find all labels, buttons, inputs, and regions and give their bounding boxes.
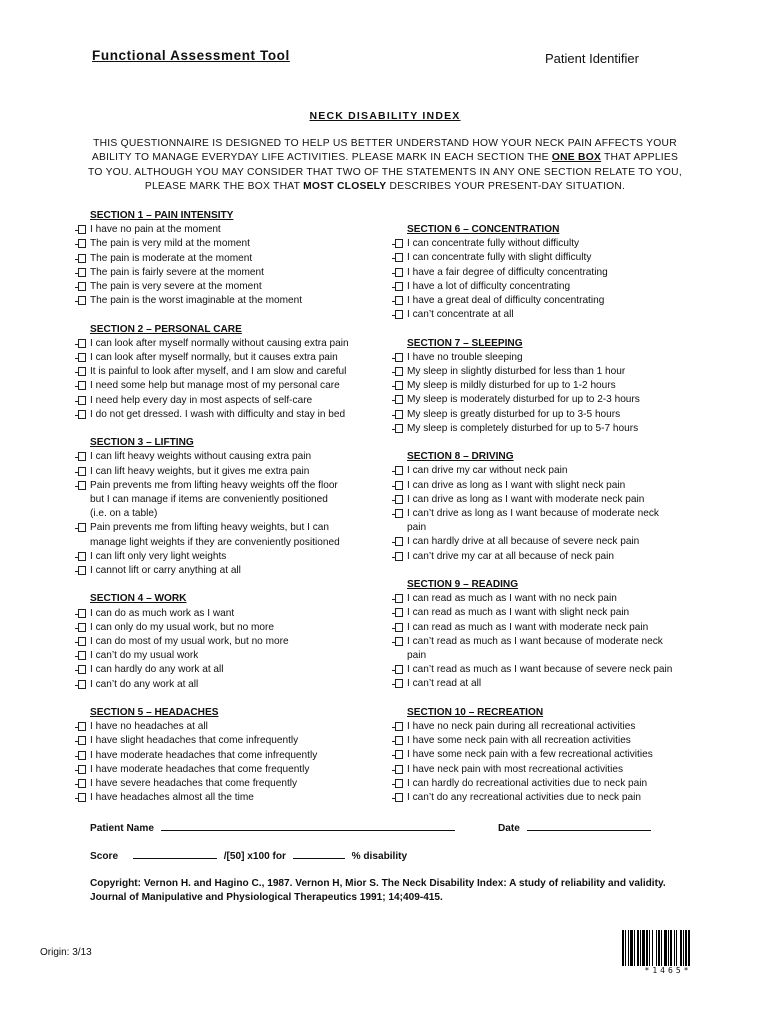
checkbox-icon[interactable] [395, 282, 403, 291]
checkbox-icon[interactable] [78, 452, 86, 461]
option-label: I have severe headaches that come frequently [90, 778, 298, 790]
section-lifting [73, 436, 383, 578]
checkbox-icon[interactable] [78, 736, 86, 745]
option-item[interactable] [390, 535, 690, 549]
checkbox-icon[interactable] [395, 552, 403, 561]
option-item[interactable] [390, 464, 690, 478]
instructions-line: THIS QUESTIONNAIRE IS DESIGNED TO HELP US BETTER UNDERSTAND HOW YOUR NECK PAIN AFFECTS YOUR [93, 138, 677, 149]
option-label: I can lift heavy weights, but it gives me extra pain [90, 465, 310, 477]
option-item[interactable] [390, 351, 690, 365]
option-item[interactable] [390, 663, 690, 677]
checkbox-icon[interactable] [395, 722, 403, 731]
option-label: I can’t read as much as I want because of severe neck pain [407, 664, 673, 676]
option-item[interactable] [73, 777, 383, 791]
barcode-bar [622, 930, 624, 966]
copyright-line: Journal of Manipulative and Physiological Therapeutics 1991; 14;409-415. [90, 892, 443, 904]
option-item[interactable] [73, 280, 383, 294]
checkbox-icon[interactable] [78, 779, 86, 788]
barcode-bar [646, 930, 648, 966]
section-pain-intensity [73, 209, 383, 308]
checkbox-icon[interactable] [395, 239, 403, 248]
instructions-line: ABILITY TO MANAGE EVERYDAY LIFE ACTIVITIES. PLEASE MARK IN EACH SECTION THE ONE BOX THAT APPLIES [91, 152, 679, 164]
option-label: I can’t read at all [407, 678, 482, 690]
patient-name-row [90, 820, 455, 834]
option-label: I can only do my usual work, but no more [90, 621, 275, 633]
checkbox-icon[interactable] [395, 537, 403, 546]
option-item[interactable] [390, 379, 690, 393]
option-item[interactable] [390, 507, 690, 535]
option-item[interactable] [73, 720, 383, 734]
option-label: Pain prevents me from lifting heavy weights off the floor [90, 479, 338, 491]
option-label: My sleep in slightly disturbed for less than 1 hour [407, 366, 626, 378]
option-label: I can look after myself normally without causing extra pain [90, 337, 349, 349]
barcode-bar [674, 930, 675, 966]
option-item[interactable] [390, 677, 690, 691]
barcode-bar [670, 930, 672, 966]
option-label: I can hardly drive at all because of severe neck pain [407, 536, 640, 548]
barcode-bar [685, 930, 687, 966]
section-personal-care [73, 323, 383, 422]
checkbox-icon[interactable] [78, 793, 86, 802]
score-denominator: /[50] x100 for [223, 851, 286, 862]
barcode-icon [622, 930, 714, 966]
option-item[interactable] [73, 734, 383, 748]
checkbox-icon[interactable] [78, 765, 86, 774]
option-label: I can read as much as I want with moderate neck pain [407, 621, 649, 633]
option-item[interactable] [390, 550, 690, 564]
option-label: My sleep is greatly disturbed for up to 3-5 hours [407, 408, 621, 420]
option-label: (i.e. on a table) [90, 508, 158, 520]
section-recreation [390, 706, 690, 805]
option-item[interactable] [73, 237, 383, 251]
option-label: I have no pain at the moment [90, 224, 221, 236]
barcode-bar [652, 930, 653, 966]
section-title: SECTION 1 – PAIN INTENSITY [90, 210, 234, 221]
option-item[interactable] [390, 237, 690, 251]
option-label: I need some help but manage most of my personal care [90, 380, 340, 392]
barcode-bar [668, 930, 669, 966]
checkbox-icon[interactable] [395, 637, 403, 646]
barcode-bar [628, 930, 629, 966]
instructions [70, 137, 700, 194]
option-label: I have moderate headaches that come frequently [90, 763, 310, 775]
checkbox-icon[interactable] [78, 680, 86, 689]
option-label: It is painful to look after myself, and I am slow and careful [90, 366, 347, 378]
checkbox-icon[interactable] [395, 353, 403, 362]
checkbox-icon[interactable] [395, 779, 403, 788]
option-label: I can read as much as I want with slight neck pain [407, 607, 630, 619]
checkbox-icon[interactable] [395, 623, 403, 632]
section-title: SECTION 2 – PERSONAL CARE [90, 323, 242, 335]
form-title: Functional Assessment Tool [92, 48, 290, 63]
checkbox-icon[interactable] [395, 793, 403, 802]
barcode-bar [688, 930, 690, 966]
option-label: My sleep is moderately disturbed for up to 2-3 hours [407, 394, 640, 406]
option-item[interactable] [73, 607, 383, 621]
option-item[interactable] [390, 308, 690, 322]
checkbox-icon[interactable] [78, 410, 86, 419]
option-item[interactable] [390, 408, 690, 422]
option-item[interactable] [390, 592, 690, 606]
right-column [390, 223, 690, 819]
barcode-bar [664, 930, 667, 966]
option-label: My sleep is completely disturbed for up to 5-7 hours [407, 422, 639, 434]
option-label: I can look after myself normally, but it causes extra pain [90, 352, 338, 364]
option-item[interactable] [73, 564, 383, 578]
option-label: I can drive my car without neck pain [407, 465, 568, 477]
barcode-bar [680, 930, 682, 966]
checkbox-icon[interactable] [78, 651, 86, 660]
option-item[interactable] [390, 294, 690, 308]
index-title: NECK DISABILITY INDEX [309, 110, 461, 122]
option-label: I have no trouble sleeping [407, 351, 523, 363]
checkbox-icon[interactable] [78, 353, 86, 362]
section-reading [390, 578, 690, 692]
barcode-bar [683, 930, 684, 966]
checkbox-icon[interactable] [78, 722, 86, 731]
checkbox-icon[interactable] [78, 623, 86, 632]
disability-percent-field[interactable] [293, 848, 345, 859]
checkbox-icon[interactable] [395, 296, 403, 305]
option-label: I can’t do any recreational activities due to neck pain [407, 792, 641, 804]
checkbox-icon[interactable] [78, 239, 86, 248]
option-label: I have a fair degree of difficulty concentrating [407, 266, 608, 278]
option-label: I can do most of my usual work, but no more [90, 636, 289, 648]
option-item[interactable] [390, 720, 690, 734]
option-label: I have slight headaches that come infrequently [90, 735, 299, 747]
option-label: I can read as much as I want with no neck pain [407, 593, 617, 605]
option-label: I can drive as long as I want with moderate neck pain [407, 493, 645, 505]
option-item[interactable] [390, 777, 690, 791]
option-label: I can do as much work as I want [90, 607, 235, 619]
option-label: I have headaches almost all the time [90, 792, 254, 804]
option-label: Pain prevents me from lifting heavy weights, but I can [90, 522, 330, 534]
section-concentration [390, 223, 690, 322]
score-label: Score [90, 851, 119, 862]
option-item[interactable] [73, 266, 383, 280]
option-label: I have moderate headaches that come infrequently [90, 749, 318, 761]
checkbox-icon[interactable] [395, 736, 403, 745]
instructions-line: PLEASE MARK THE BOX THAT MOST CLOSELY DESCRIBES YOUR PRESENT-DAY SITUATION. [144, 180, 626, 192]
option-label: but I can manage if items are conveniently positioned [90, 494, 328, 506]
patient-identifier-label: Patient Identifier [545, 51, 639, 66]
checkbox-icon[interactable] [78, 339, 86, 348]
option-label: pain [407, 650, 427, 662]
barcode-number: *1465* [644, 966, 692, 975]
option-item[interactable] [390, 251, 690, 265]
disability-label: % disability [351, 851, 408, 862]
date-field[interactable] [527, 820, 651, 831]
option-item[interactable] [73, 408, 383, 422]
section-title: SECTION 7 – SLEEPING [407, 337, 523, 349]
section-title: SECTION 9 – READING [407, 579, 519, 591]
option-label: pain [407, 522, 427, 534]
option-label: I can hardly do any work at all [90, 664, 224, 676]
option-item[interactable] [390, 791, 690, 805]
barcode-bar [658, 930, 660, 966]
option-label: I can’t drive my car at all because of neck pain [407, 550, 615, 562]
option-label: I can’t do any work at all [90, 678, 199, 690]
checkbox-icon[interactable] [395, 424, 403, 433]
checkbox-icon[interactable] [395, 481, 403, 490]
option-item[interactable] [390, 493, 690, 507]
checkbox-icon[interactable] [78, 751, 86, 760]
instructions-line: TO YOU. ALTHOUGH YOU MAY CONSIDER THAT TWO OF THE STATEMENTS IN ANY ONE SECTION RELATE TO YOU, [88, 166, 682, 178]
checkbox-icon[interactable] [78, 268, 86, 277]
patient-name-label: Patient Name [90, 823, 154, 834]
option-item[interactable] [73, 450, 383, 464]
checkbox-icon[interactable] [395, 381, 403, 390]
barcode-bar [634, 930, 635, 966]
option-item[interactable] [390, 365, 690, 379]
barcode-bar [656, 930, 657, 966]
checkbox-icon[interactable] [78, 381, 86, 390]
option-item[interactable] [73, 379, 383, 393]
section-sleeping [390, 337, 690, 436]
checkbox-icon[interactable] [78, 481, 86, 490]
barcode-bar [676, 930, 677, 966]
option-label: I can lift heavy weights without causing extra pain [90, 451, 312, 463]
checkbox-icon[interactable] [78, 254, 86, 263]
option-item[interactable] [73, 678, 383, 692]
barcode-bar [640, 930, 641, 966]
option-label: I have a great deal of difficulty concentrating [407, 295, 605, 307]
option-item[interactable] [390, 266, 690, 280]
date-row [498, 820, 651, 834]
option-label: My sleep is mildly disturbed for up to 1-2 hours [407, 380, 616, 392]
section-title: SECTION 6 – CONCENTRATION [407, 224, 560, 235]
option-item[interactable] [73, 351, 383, 365]
barcode-bar [630, 930, 633, 966]
origin-date: Origin: 3/13 [40, 947, 92, 958]
option-label: I need help every day in most aspects of self-care [90, 394, 313, 406]
option-item[interactable] [73, 294, 383, 308]
section-work [73, 592, 383, 691]
option-item[interactable] [73, 550, 383, 564]
option-item[interactable] [73, 621, 383, 635]
option-label: I have no headaches at all [90, 721, 208, 733]
checkbox-icon[interactable] [78, 225, 86, 234]
barcode-bar [649, 930, 650, 966]
checkbox-icon[interactable] [395, 395, 403, 404]
copyright [90, 877, 690, 905]
option-item[interactable] [73, 635, 383, 649]
option-label: I can’t read as much as I want because of moderate neck [407, 635, 663, 647]
option-item[interactable] [390, 606, 690, 620]
checkbox-icon[interactable] [395, 750, 403, 759]
option-label: I can lift only very light weights [90, 550, 227, 562]
checkbox-icon[interactable] [78, 637, 86, 646]
checkbox-icon[interactable] [395, 410, 403, 419]
checkbox-icon[interactable] [78, 552, 86, 561]
checkbox-icon[interactable] [395, 495, 403, 504]
score-field[interactable] [133, 848, 217, 859]
option-label: I have some neck pain with all recreation activities [407, 735, 631, 747]
checkbox-icon[interactable] [395, 367, 403, 376]
option-item[interactable] [73, 663, 383, 677]
option-item[interactable] [73, 749, 383, 763]
section-title: SECTION 8 – DRIVING [407, 451, 514, 463]
section-headaches [73, 706, 383, 805]
option-label: I have some neck pain with a few recreational activities [407, 749, 653, 761]
checkbox-icon[interactable] [395, 608, 403, 617]
copyright-line: Copyright: Vernon H. and Hagino C., 1987. Vernon H, Mior S. The Neck Disability Index: A study of reliability and validity. [90, 878, 666, 889]
option-label: I can hardly do recreational activities due to neck pain [407, 777, 648, 789]
option-item[interactable] [73, 521, 383, 549]
option-label: I can’t concentrate at all [407, 309, 514, 321]
checkbox-icon[interactable] [78, 566, 86, 575]
checkbox-icon[interactable] [395, 253, 403, 262]
option-label: I have a lot of difficulty concentrating [407, 280, 571, 292]
patient-name-field[interactable] [161, 820, 455, 831]
option-item[interactable] [73, 252, 383, 266]
option-label: I do not get dressed. I wash with difficulty and stay in bed [90, 408, 346, 420]
option-item[interactable] [73, 365, 383, 379]
option-item[interactable] [73, 649, 383, 663]
option-item[interactable] [73, 465, 383, 479]
option-item[interactable] [73, 337, 383, 351]
option-item[interactable] [73, 394, 383, 408]
option-item[interactable] [390, 635, 690, 663]
option-item[interactable] [73, 479, 383, 522]
checkbox-icon[interactable] [78, 523, 86, 532]
option-item[interactable] [390, 763, 690, 777]
section-title: SECTION 3 – LIFTING [90, 437, 194, 449]
checkbox-icon[interactable] [395, 466, 403, 475]
section-driving [390, 450, 690, 564]
option-label: The pain is the worst imaginable at the moment [90, 295, 303, 307]
date-label: Date [498, 823, 520, 834]
barcode-bar [625, 930, 626, 966]
option-item[interactable] [390, 280, 690, 294]
checkbox-icon[interactable] [395, 665, 403, 674]
option-item[interactable] [390, 621, 690, 635]
option-label: The pain is moderate at the moment [90, 252, 253, 264]
option-item[interactable] [390, 422, 690, 436]
option-label: manage light weights if they are conveniently positioned [90, 536, 340, 548]
checkbox-icon[interactable] [395, 594, 403, 603]
barcode-bar [637, 930, 639, 966]
checkbox-icon[interactable] [395, 268, 403, 277]
left-column [73, 209, 383, 820]
option-label: I have neck pain with most recreational activities [407, 763, 623, 775]
checkbox-icon[interactable] [395, 765, 403, 774]
checkbox-icon[interactable] [78, 467, 86, 476]
checkbox-icon[interactable] [78, 665, 86, 674]
option-item[interactable] [73, 763, 383, 777]
option-label: I can concentrate fully with slight difficulty [407, 252, 592, 264]
option-label: The pain is very severe at the moment [90, 281, 262, 293]
option-label: I have no neck pain during all recreational activities [407, 721, 636, 733]
option-label: I can drive as long as I want with slight neck pain [407, 479, 626, 491]
section-title: SECTION 10 – RECREATION [407, 706, 544, 718]
option-item[interactable] [73, 791, 383, 805]
option-item[interactable] [390, 748, 690, 762]
section-title: SECTION 5 – HEADACHES [90, 707, 219, 719]
checkbox-icon[interactable] [395, 310, 403, 319]
option-label: The pain is very mild at the moment [90, 238, 250, 250]
barcode-bar [642, 930, 645, 966]
option-label: I cannot lift or carry anything at all [90, 565, 241, 577]
barcode-bar [661, 930, 662, 966]
option-item[interactable] [390, 734, 690, 748]
checkbox-icon[interactable] [78, 367, 86, 376]
checkbox-icon[interactable] [78, 296, 86, 305]
option-item[interactable] [390, 393, 690, 407]
option-label: I can concentrate fully without difficulty [407, 238, 580, 250]
option-label: I can’t drive as long as I want because of moderate neck [407, 508, 659, 520]
checkbox-icon[interactable] [78, 396, 86, 405]
checkbox-icon[interactable] [78, 282, 86, 291]
checkbox-icon[interactable] [395, 509, 403, 518]
option-item[interactable] [73, 223, 383, 237]
checkbox-icon[interactable] [395, 679, 403, 688]
score-row [90, 848, 407, 862]
option-label: The pain is fairly severe at the moment [90, 266, 264, 278]
checkbox-icon[interactable] [78, 609, 86, 618]
option-label: I can’t do my usual work [90, 650, 199, 662]
section-title: SECTION 4 – WORK [90, 593, 187, 605]
option-item[interactable] [390, 479, 690, 493]
